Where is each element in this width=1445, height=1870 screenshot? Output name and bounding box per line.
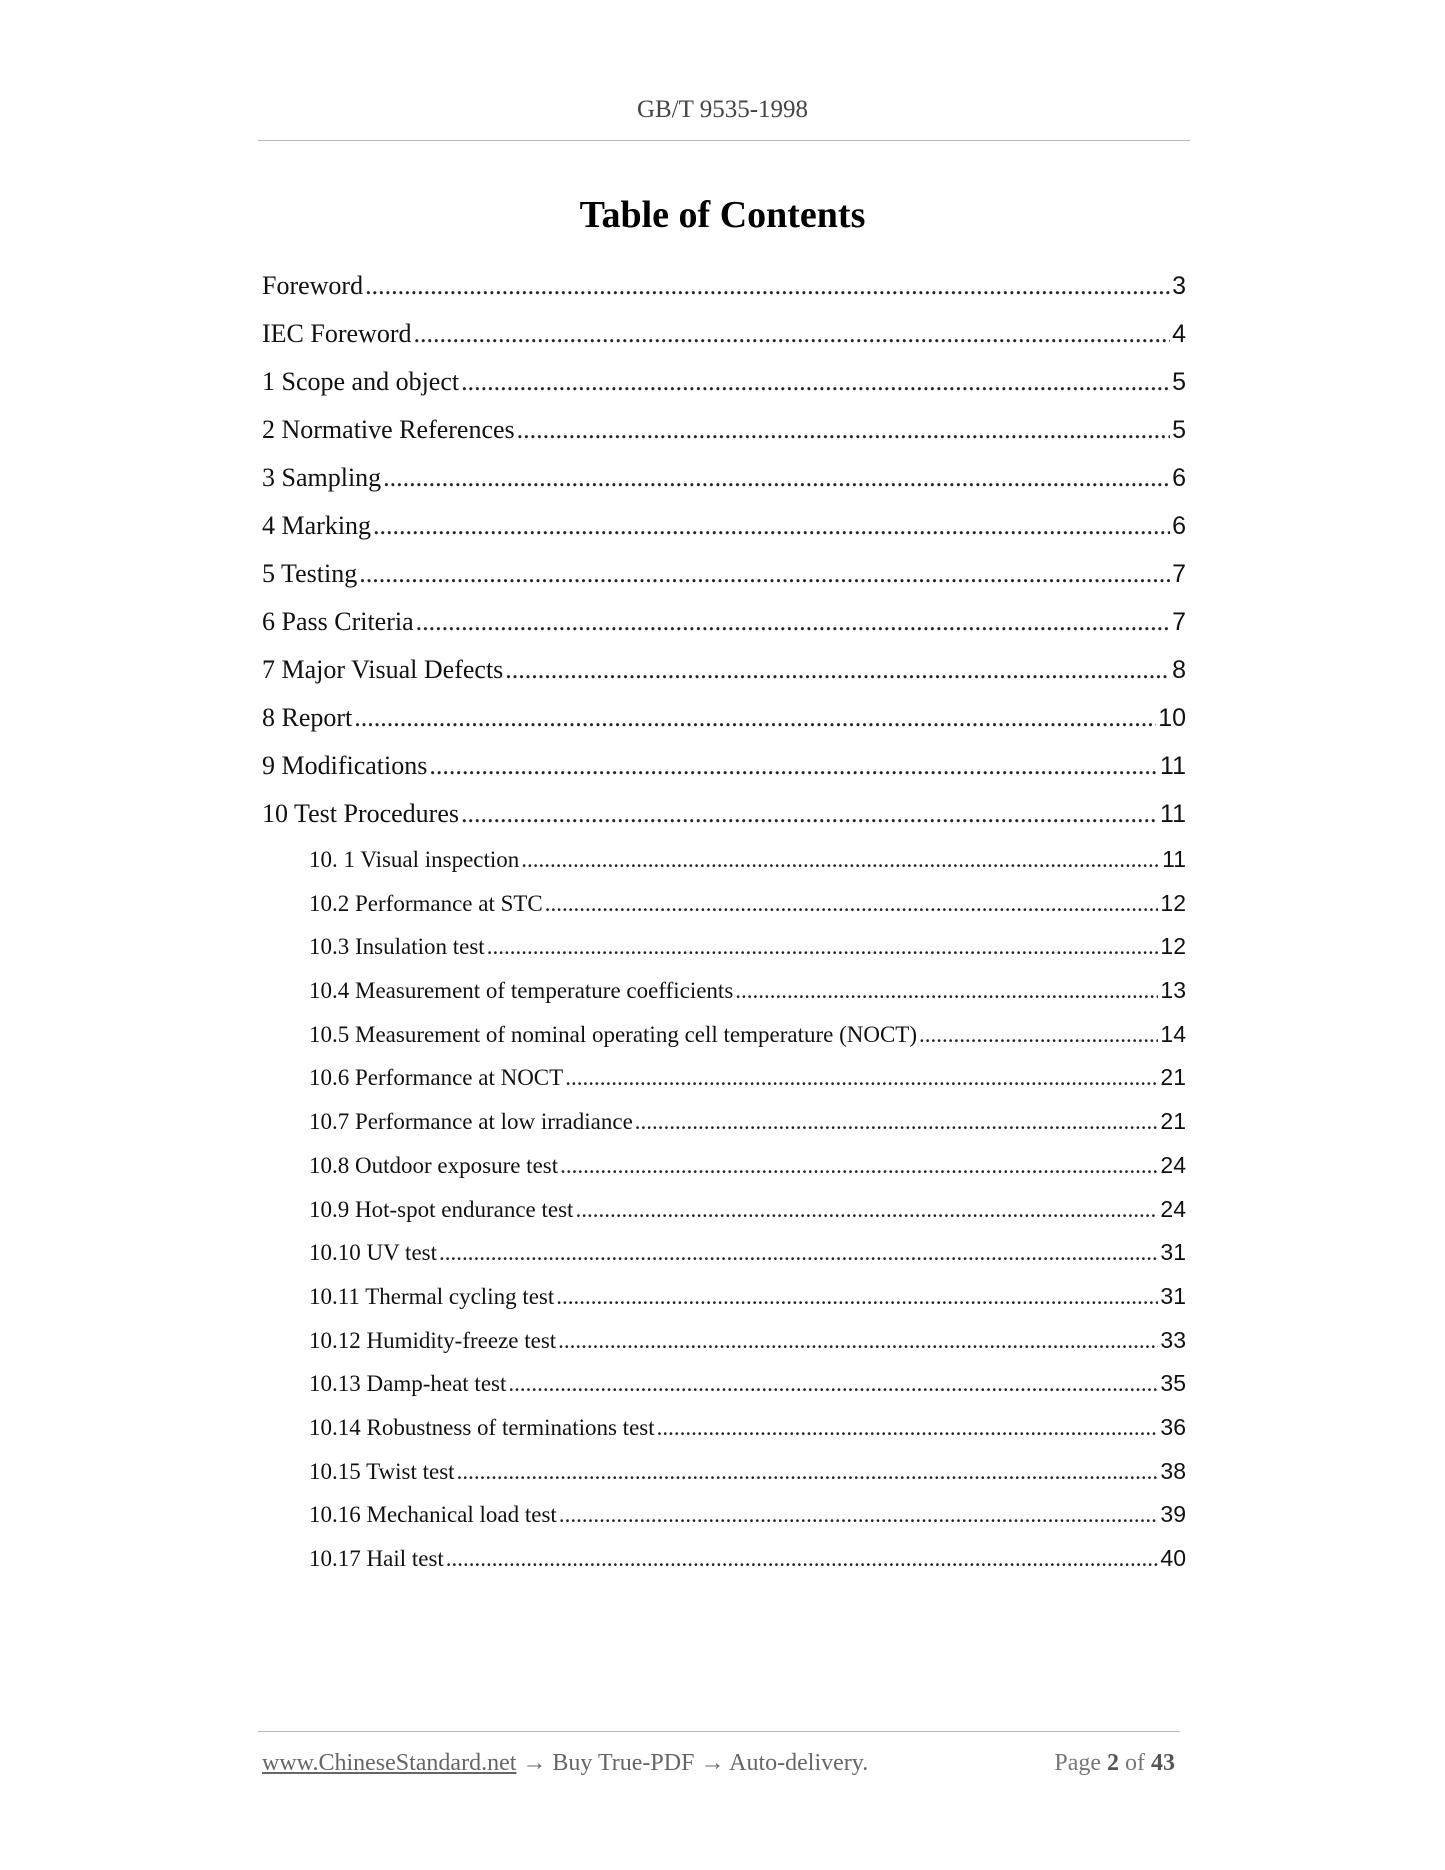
toc-leader-dots (565, 1056, 1158, 1100)
toc-subentry-title: 10.2 Performance at STC (309, 890, 543, 916)
toc-entry-title: 5 Testing (262, 559, 358, 588)
toc-subentry-title: 10.10 UV test (309, 1240, 437, 1266)
toc-leader-dots (558, 1319, 1158, 1363)
toc-subentry[interactable] (309, 1231, 1186, 1275)
toc-entry-title: 1 Scope and object (262, 367, 460, 396)
toc-leader-dots (365, 262, 1170, 310)
toc-subentry-page: 21 (1160, 1108, 1186, 1135)
page-number: 2 (1107, 1750, 1119, 1776)
toc-entry[interactable] (262, 742, 1186, 790)
toc-subentry-title: 10.7 Performance at low irradiance (309, 1109, 633, 1135)
toc-subentry-page: 12 (1160, 933, 1186, 960)
toc-entry-page: 7 (1172, 608, 1186, 636)
toc-subentry-title: 10. 1 Visual inspection (309, 847, 520, 872)
toc-subentry-page: 21 (1160, 1064, 1186, 1091)
toc-entry-title: 3 Sampling (262, 463, 382, 492)
toc-subentry-page: 31 (1160, 1282, 1186, 1309)
header-divider (258, 140, 1190, 141)
toc-leader-dots (416, 598, 1170, 646)
toc-subentry-page: 36 (1160, 1413, 1186, 1440)
toc-leader-dots (487, 925, 1159, 969)
toc-leader-dots (635, 1100, 1159, 1144)
toc-entry-page: 10 (1158, 704, 1186, 732)
toc-subentry-page: 40 (1160, 1545, 1186, 1571)
toc-leader-dots (517, 406, 1170, 454)
toc-subentry[interactable] (309, 882, 1186, 926)
toc-entry-title: 7 Major Visual Defects (262, 655, 504, 684)
toc-leader-dots (560, 1144, 1158, 1188)
toc-entry[interactable] (262, 550, 1186, 598)
running-header: GB/T 9535-1998 (636, 96, 809, 123)
toc-leader-dots (505, 646, 1170, 694)
toc-leader-dots (919, 1013, 1158, 1057)
delivery-text: Auto-delivery. (729, 1750, 869, 1776)
toc-subentry[interactable] (309, 1013, 1186, 1057)
toc-subentry[interactable] (309, 1275, 1186, 1319)
toc-subentry-page: 31 (1160, 1239, 1186, 1266)
toc-subentry[interactable] (309, 1450, 1186, 1494)
toc-entry-title: Foreword (262, 271, 364, 300)
toc-entry-title: 4 Marking (262, 511, 372, 540)
toc-subentry-title: 10.11 Thermal cycling test (309, 1283, 555, 1309)
toc-entry[interactable] (262, 262, 1186, 310)
toc-leader-dots (461, 358, 1170, 406)
toc-entry[interactable] (262, 502, 1186, 550)
page-title: Table of Contents (579, 194, 866, 236)
toc-entry-page: 6 (1172, 464, 1186, 492)
toc-entry-page: 7 (1172, 560, 1186, 588)
of-label: of (1125, 1750, 1145, 1776)
toc-subentry[interactable] (309, 1319, 1186, 1363)
toc-subentry-title: 10.13 Damp-heat test (309, 1371, 507, 1397)
toc-subentry[interactable] (309, 838, 1186, 882)
toc-leader-dots (457, 1450, 1159, 1494)
toc-subentry-title: 10.12 Humidity-freeze test (309, 1327, 557, 1353)
toc-subentry-title: 10.8 Outdoor exposure test (309, 1152, 559, 1178)
toc-entry-page: 4 (1172, 320, 1186, 348)
toc-entry-page: 3 (1172, 272, 1186, 300)
toc-entry[interactable] (262, 358, 1186, 406)
toc-leader-dots (545, 882, 1159, 926)
toc-subentry-page: 24 (1160, 1195, 1186, 1222)
toc-entry[interactable] (262, 310, 1186, 358)
toc-leader-dots (559, 1493, 1159, 1537)
toc-subentry-title: 10.5 Measurement of nominal operating cell temperature (NOCT) (309, 1021, 918, 1047)
toc-entry[interactable] (262, 646, 1186, 694)
toc-subentry-title: 10.6 Performance at NOCT (309, 1065, 564, 1091)
toc-leader-dots (373, 502, 1170, 550)
toc-subentry[interactable] (309, 1144, 1186, 1188)
toc-entry-page: 11 (1160, 752, 1186, 780)
toc-leader-dots (429, 742, 1158, 790)
toc-entry-page: 6 (1172, 512, 1186, 540)
footer-promo (262, 1750, 868, 1777)
toc-leader-dots (359, 550, 1170, 598)
toc-subentry-title: 10.16 Mechanical load test (309, 1502, 557, 1528)
toc-subentry-page: 14 (1160, 1020, 1186, 1047)
toc-subentry-title: 10.17 Hail test (309, 1546, 444, 1571)
toc-subentry[interactable] (309, 1406, 1186, 1450)
toc-subentry[interactable] (309, 969, 1186, 1013)
toc-entry[interactable] (262, 454, 1186, 502)
toc-subentry-page: 33 (1160, 1326, 1186, 1353)
toc-list (262, 262, 1186, 1581)
buy-text: Buy True-PDF (552, 1750, 695, 1776)
toc-subentry-title: 10.4 Measurement of temperature coefficients (309, 978, 734, 1004)
toc-leader-dots (521, 838, 1160, 882)
website-link[interactable]: www.ChineseStandard.net (262, 1750, 517, 1776)
page-total: 43 (1151, 1750, 1175, 1776)
toc-subentry[interactable] (309, 1188, 1186, 1232)
toc-entry-title: 9 Modifications (262, 751, 428, 780)
toc-leader-dots (413, 310, 1170, 358)
toc-entry-page: 11 (1160, 800, 1186, 828)
toc-subentry[interactable] (309, 1537, 1186, 1581)
toc-entry-title: 2 Normative References (262, 415, 515, 444)
toc-leader-dots (657, 1406, 1159, 1450)
toc-leader-dots (354, 694, 1156, 742)
page-label: Page (1054, 1750, 1101, 1776)
toc-subentry[interactable] (309, 1100, 1186, 1144)
arrow-icon: → (522, 1750, 547, 1776)
toc-subentry-page: 13 (1160, 977, 1186, 1004)
page-indicator (1054, 1750, 1175, 1777)
toc-subentry-page: 38 (1160, 1457, 1186, 1484)
toc-entry-title: 10 Test Procedures (262, 799, 459, 828)
toc-leader-dots (383, 454, 1170, 502)
toc-entry[interactable] (262, 694, 1186, 742)
toc-subentry-page: 11 (1162, 846, 1186, 872)
toc-subentry-title: 10.9 Hot-spot endurance test (309, 1196, 574, 1222)
arrow-icon: → (700, 1750, 725, 1776)
toc-subentry-page: 35 (1160, 1370, 1186, 1397)
toc-subentry[interactable] (309, 1362, 1186, 1406)
toc-entry-title: IEC Foreword (262, 319, 412, 348)
toc-subentry-page: 39 (1160, 1501, 1186, 1528)
toc-entry[interactable] (262, 406, 1186, 454)
toc-entry-page: 5 (1172, 368, 1186, 396)
toc-subentry-page: 12 (1160, 889, 1186, 916)
toc-subentry[interactable] (309, 925, 1186, 969)
footer-divider (258, 1731, 1180, 1732)
toc-entry-title: 6 Pass Criteria (262, 607, 414, 636)
toc-entry[interactable] (262, 790, 1186, 838)
toc-leader-dots (556, 1275, 1158, 1319)
toc-entry-page: 5 (1172, 416, 1186, 444)
toc-entry-page: 8 (1172, 656, 1186, 684)
toc-subentry[interactable] (309, 1056, 1186, 1100)
toc-leader-dots (439, 1231, 1158, 1275)
toc-leader-dots (575, 1188, 1158, 1232)
toc-leader-dots (735, 969, 1158, 1013)
toc-leader-dots (461, 790, 1158, 838)
toc-subentry[interactable] (309, 1493, 1186, 1537)
toc-subentry-title: 10.14 Robustness of terminations test (309, 1414, 655, 1440)
toc-leader-dots (446, 1537, 1159, 1581)
toc-subentry-title: 10.15 Twist test (309, 1458, 455, 1484)
toc-subentry-title: 10.3 Insulation test (309, 934, 485, 960)
toc-entry-title: 8 Report (262, 703, 353, 732)
toc-leader-dots (508, 1362, 1158, 1406)
toc-entry[interactable] (262, 598, 1186, 646)
toc-subentry-page: 24 (1160, 1151, 1186, 1178)
